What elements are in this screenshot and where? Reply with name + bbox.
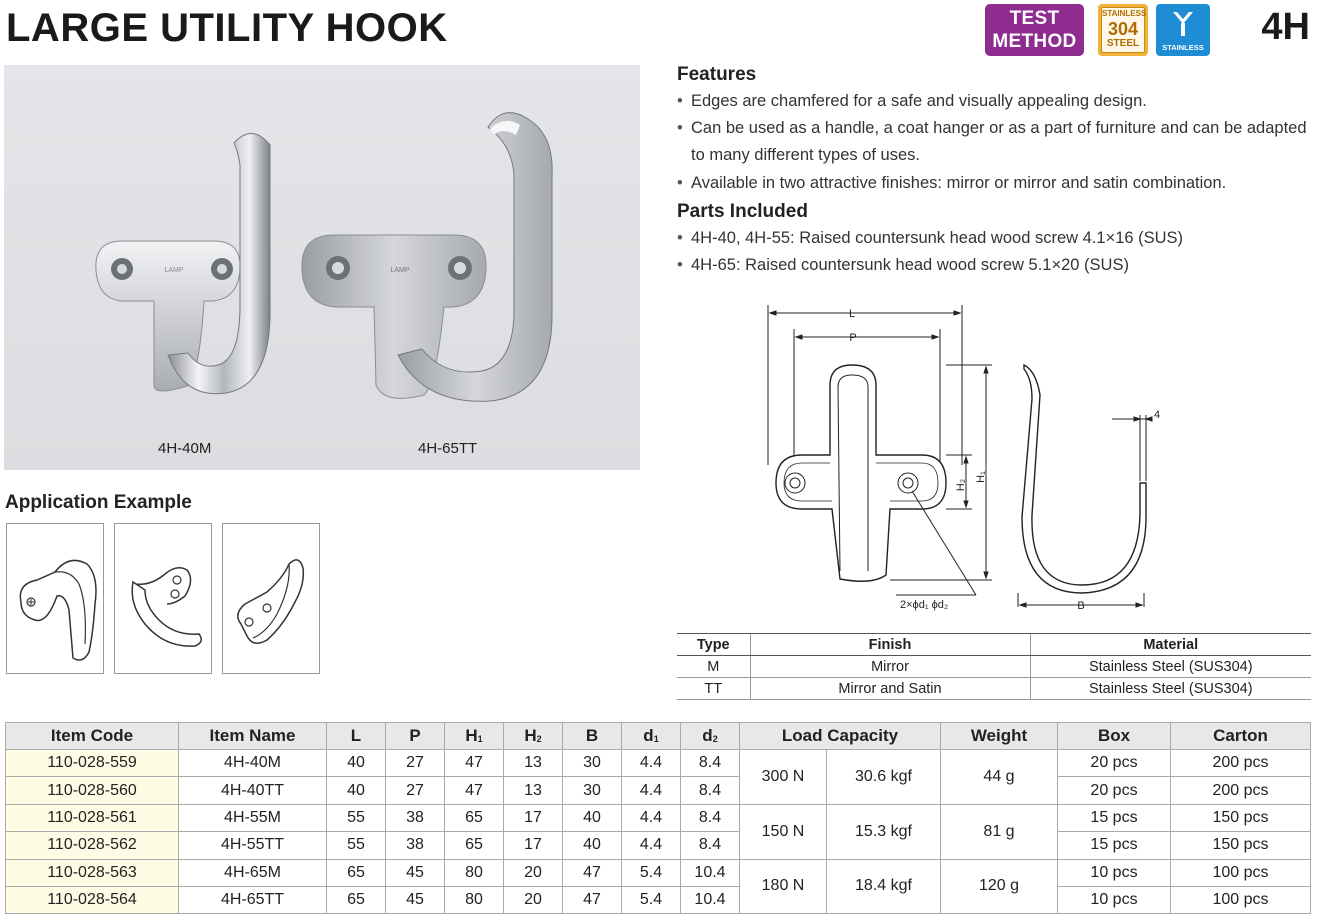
test-badge-line2: METHOD 4 bbox=[992, 31, 1077, 75]
header-item-code: Item Code bbox=[6, 723, 179, 750]
l-cell: 65 bbox=[327, 859, 386, 886]
weight-cell: 120 g bbox=[941, 859, 1058, 914]
p-cell: 38 bbox=[386, 832, 445, 859]
series-code: 4H bbox=[1261, 6, 1310, 48]
header-h2-sub: 2 bbox=[536, 734, 542, 744]
table-row bbox=[677, 656, 1311, 678]
box-cell: 10 pcs bbox=[1058, 886, 1171, 913]
feature-item: • Can be used as a handle, a coat hanger or as a part of furniture and can be adapted to many different types of uses. bbox=[677, 115, 1317, 169]
page-title: LARGE UTILITY HOOK bbox=[6, 6, 448, 50]
part-item: • 4H-65: Raised countersunk head wood screw 5.1×20 (SUS) bbox=[677, 252, 1317, 279]
steel-badge-top: STAINLESS bbox=[1102, 9, 1147, 18]
d1-cell: 4.4 bbox=[622, 750, 681, 777]
hook-sketch-1 bbox=[7, 524, 103, 673]
load-kgf-cell: 18.4 kgf bbox=[827, 859, 941, 914]
dim-label-L: L bbox=[848, 308, 856, 320]
item-name-cell: 4H-55M bbox=[179, 804, 327, 831]
d1-cell: 4.4 bbox=[622, 804, 681, 831]
dim-label-H2: H₂ bbox=[955, 478, 967, 492]
header-load-capacity: Load Capacity bbox=[740, 723, 941, 750]
header-weight: Weight bbox=[941, 723, 1058, 750]
header-h1-text: H bbox=[465, 726, 478, 745]
carton-cell: 200 pcs bbox=[1171, 777, 1311, 804]
header-d2-sub: 2 bbox=[712, 734, 718, 744]
b-cell: 40 bbox=[563, 804, 622, 831]
table-row bbox=[6, 859, 1311, 886]
header-h2-text: H bbox=[524, 726, 537, 745]
finish-header-finish: Finish bbox=[750, 634, 1030, 656]
finish-header-type: Type bbox=[677, 634, 750, 656]
hook-4h-40m bbox=[96, 133, 270, 393]
l-cell: 55 bbox=[327, 832, 386, 859]
d2-cell: 8.4 bbox=[681, 804, 740, 831]
hook-sketch-2 bbox=[115, 524, 211, 673]
item-name-cell: 4H-65TT bbox=[179, 886, 327, 913]
header-d1-text: d bbox=[643, 726, 654, 745]
item-code-cell: 110-028-564 bbox=[6, 886, 179, 913]
part-item: • 4H-40, 4H-55: Raised countersunk head wood screw 4.1×16 (SUS) bbox=[677, 225, 1317, 252]
carton-cell: 150 pcs bbox=[1171, 832, 1311, 859]
d2-cell: 8.4 bbox=[681, 750, 740, 777]
features-list bbox=[677, 88, 1317, 197]
item-name-cell: 4H-40TT bbox=[179, 777, 327, 804]
p-cell: 45 bbox=[386, 859, 445, 886]
table-row bbox=[6, 804, 1311, 831]
box-cell: 20 pcs bbox=[1058, 750, 1171, 777]
h1-cell: 80 bbox=[445, 886, 504, 913]
l-cell: 55 bbox=[327, 804, 386, 831]
h2-cell: 17 bbox=[504, 804, 563, 831]
h1-cell: 65 bbox=[445, 804, 504, 831]
item-code-cell: 110-028-559 bbox=[6, 750, 179, 777]
carton-cell: 100 pcs bbox=[1171, 859, 1311, 886]
header-h1 bbox=[445, 723, 504, 750]
hook-photo-illustration bbox=[4, 65, 640, 470]
h2-cell: 20 bbox=[504, 886, 563, 913]
b-cell: 40 bbox=[563, 832, 622, 859]
item-code-cell: 110-028-563 bbox=[6, 859, 179, 886]
carton-cell: 100 pcs bbox=[1171, 886, 1311, 913]
test-method-badge bbox=[985, 4, 1084, 75]
table-row bbox=[6, 886, 1311, 913]
load-kgf-cell: 30.6 kgf bbox=[827, 750, 941, 805]
b-cell: 47 bbox=[563, 859, 622, 886]
dim-label-B: B bbox=[1077, 600, 1085, 612]
item-code-cell: 110-028-560 bbox=[6, 777, 179, 804]
table-row bbox=[6, 750, 1311, 777]
dim-label-P: P bbox=[849, 332, 857, 344]
weight-cell: 81 g bbox=[941, 804, 1058, 859]
application-example-heading: Application Example bbox=[5, 492, 192, 513]
header-b: B bbox=[563, 723, 622, 750]
header-d2 bbox=[681, 723, 740, 750]
dim-label-thickness: 4 bbox=[1154, 409, 1161, 421]
l-cell: 40 bbox=[327, 750, 386, 777]
header-h2 bbox=[504, 723, 563, 750]
item-name-cell: 4H-65M bbox=[179, 859, 327, 886]
header-d1 bbox=[622, 723, 681, 750]
item-code-cell: 110-028-562 bbox=[6, 832, 179, 859]
header-h1-sub: 1 bbox=[477, 734, 483, 744]
l-cell: 65 bbox=[327, 886, 386, 913]
box-cell: 20 pcs bbox=[1058, 777, 1171, 804]
load-n-cell: 180 N bbox=[740, 859, 827, 914]
p-cell: 27 bbox=[386, 750, 445, 777]
steel-badge-bottom: STEEL bbox=[1106, 38, 1140, 49]
photo-caption-4h-65tt: 4H-65TT bbox=[418, 440, 478, 457]
d2-cell: 8.4 bbox=[681, 832, 740, 859]
finish-cell: Mirror bbox=[750, 656, 1030, 678]
application-image-3 bbox=[222, 523, 320, 674]
box-cell: 15 pcs bbox=[1058, 832, 1171, 859]
h1-cell: 47 bbox=[445, 777, 504, 804]
l-cell: 40 bbox=[327, 777, 386, 804]
test-badge-line1: TEST bbox=[1009, 8, 1060, 29]
photo-caption-4h-40m: 4H-40M bbox=[158, 440, 212, 457]
hook-4h-65tt bbox=[302, 113, 552, 402]
h2-cell: 20 bbox=[504, 859, 563, 886]
finish-cell: Stainless Steel (SUS304) bbox=[1030, 678, 1311, 700]
d1-cell: 4.4 bbox=[622, 832, 681, 859]
svg-text:LAMP: LAMP bbox=[164, 267, 184, 274]
item-code-cell: 110-028-561 bbox=[6, 804, 179, 831]
h2-cell: 13 bbox=[504, 750, 563, 777]
item-name-cell: 4H-55TT bbox=[179, 832, 327, 859]
stainless-304-badge bbox=[1098, 4, 1148, 56]
load-n-cell: 150 N bbox=[740, 804, 827, 859]
p-cell: 45 bbox=[386, 886, 445, 913]
carton-cell: 200 pcs bbox=[1171, 750, 1311, 777]
weight-cell: 44 g bbox=[941, 750, 1058, 805]
h1-cell: 65 bbox=[445, 832, 504, 859]
steel-badge-mid: 304 bbox=[1107, 19, 1139, 39]
h1-cell: 80 bbox=[445, 859, 504, 886]
finish-cell: Mirror and Satin bbox=[750, 678, 1030, 700]
dimension-diagram bbox=[740, 295, 1180, 625]
carton-cell: 150 pcs bbox=[1171, 804, 1311, 831]
table-row bbox=[6, 777, 1311, 804]
dim-label-holes: 2×ϕd₁ ϕd₂ bbox=[900, 599, 949, 611]
finish-material-table bbox=[677, 633, 1311, 700]
feature-item: • Available in two attractive finishes: mirror or mirror and satin combination. bbox=[677, 170, 1317, 197]
finish-cell: M bbox=[677, 656, 750, 678]
hook-sketch-3 bbox=[223, 524, 319, 673]
d2-cell: 10.4 bbox=[681, 886, 740, 913]
stainless-badge-label: STAINLESS bbox=[1162, 43, 1204, 52]
box-cell: 10 pcs bbox=[1058, 859, 1171, 886]
h1-cell: 47 bbox=[445, 750, 504, 777]
load-n-cell: 300 N bbox=[740, 750, 827, 805]
box-cell: 15 pcs bbox=[1058, 804, 1171, 831]
table-row bbox=[6, 832, 1311, 859]
header-l: L bbox=[327, 723, 386, 750]
item-name-cell: 4H-40M bbox=[179, 750, 327, 777]
d1-cell: 4.4 bbox=[622, 777, 681, 804]
svg-text:LAMP: LAMP bbox=[390, 267, 410, 274]
header-d1-sub: 1 bbox=[653, 734, 659, 744]
stainless-badge bbox=[1156, 4, 1210, 56]
p-cell: 27 bbox=[386, 777, 445, 804]
finish-cell: TT bbox=[677, 678, 750, 700]
header-d2-text: d bbox=[702, 726, 713, 745]
h2-cell: 17 bbox=[504, 832, 563, 859]
application-image-2 bbox=[114, 523, 212, 674]
p-cell: 38 bbox=[386, 804, 445, 831]
table-row bbox=[677, 678, 1311, 700]
application-image-1 bbox=[6, 523, 104, 674]
d2-cell: 8.4 bbox=[681, 777, 740, 804]
stainless-y-icon bbox=[1156, 4, 1210, 44]
header-carton: Carton bbox=[1171, 723, 1311, 750]
product-photo bbox=[4, 65, 640, 470]
finish-header-material: Material bbox=[1030, 634, 1311, 656]
parts-included-heading: Parts Included bbox=[677, 201, 808, 222]
feature-item: • Edges are chamfered for a safe and visually appealing design. bbox=[677, 88, 1317, 115]
dim-label-H1: H₁ bbox=[975, 471, 987, 483]
load-kgf-cell: 15.3 kgf bbox=[827, 804, 941, 859]
d1-cell: 5.4 bbox=[622, 859, 681, 886]
d2-cell: 10.4 bbox=[681, 859, 740, 886]
specification-table bbox=[5, 722, 1311, 914]
header-p: P bbox=[386, 723, 445, 750]
features-heading: Features bbox=[677, 64, 757, 85]
finish-cell: Stainless Steel (SUS304) bbox=[1030, 656, 1311, 678]
b-cell: 47 bbox=[563, 886, 622, 913]
parts-list bbox=[677, 225, 1317, 279]
d1-cell: 5.4 bbox=[622, 886, 681, 913]
header-item-name: Item Name bbox=[179, 723, 327, 750]
b-cell: 30 bbox=[563, 750, 622, 777]
header-box: Box bbox=[1058, 723, 1171, 750]
b-cell: 30 bbox=[563, 777, 622, 804]
h2-cell: 13 bbox=[504, 777, 563, 804]
